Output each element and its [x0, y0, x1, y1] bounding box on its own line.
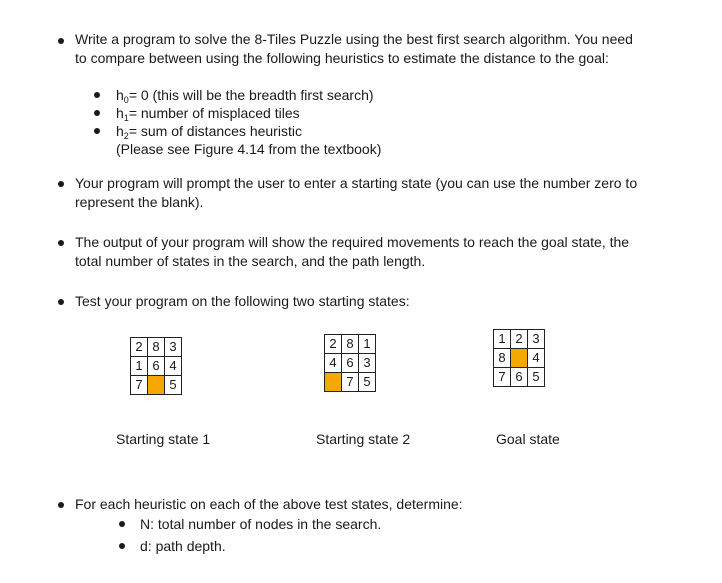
- output-line-1: The output of your program will show the required movements to reach the goal state, the: [75, 234, 630, 250]
- puzzle-cell: 4: [165, 357, 182, 376]
- puzzle-blank-cell: [148, 376, 165, 395]
- heuristic-symbol: h: [116, 123, 124, 139]
- heuristic-subscript: 0: [123, 95, 129, 105]
- puzzle-cell: 7: [494, 368, 511, 387]
- puzzle-cell: 8: [494, 349, 511, 368]
- puzzle-cell: 3: [359, 354, 376, 373]
- heuristics-note: (Please see Figure 4.14 from the textbook): [116, 141, 382, 157]
- final-line-1: For each heuristic on each of the above test states, determine:: [75, 496, 463, 512]
- puzzle-cell: 3: [528, 330, 545, 349]
- puzzle-cell: 3: [165, 338, 182, 357]
- puzzle-cell: 2: [325, 335, 342, 354]
- puzzle-cell: 2: [131, 338, 148, 357]
- final-item-d: d: path depth.: [140, 538, 226, 554]
- prompt-line-2: represent the blank).: [75, 194, 204, 210]
- bullet-icon: [58, 181, 64, 187]
- puzzle-cell: 1: [494, 330, 511, 349]
- heuristic-symbol: h: [116, 87, 124, 103]
- puzzle-cell: 8: [342, 335, 359, 354]
- heuristic-h2: [116, 122, 302, 142]
- puzzle-cell: 6: [148, 357, 165, 376]
- caption-goal: Goal state: [496, 431, 560, 447]
- bullet-icon: [94, 92, 100, 98]
- puzzle-cell: 6: [511, 368, 528, 387]
- prompt-line-1: Your program will prompt the user to enter a starting state (you can use the number zero to: [75, 175, 638, 191]
- intro-line-1: Write a program to solve the 8-Tiles Puzzle using the best first search algorithm. You need: [75, 31, 633, 47]
- puzzle-cell: 5: [165, 376, 182, 395]
- intro-line-2: to compare between using the following heuristics to estimate the distance to the goal:: [75, 50, 609, 66]
- puzzle-cell: 7: [131, 376, 148, 395]
- puzzle-cell: 2: [511, 330, 528, 349]
- bullet-icon: [119, 521, 125, 527]
- heuristic-symbol: h: [116, 105, 124, 121]
- bullet-icon: [119, 543, 125, 549]
- puzzle-cell: 4: [528, 349, 545, 368]
- caption-start-2: Starting state 2: [316, 431, 411, 447]
- bullet-icon: [94, 110, 100, 116]
- bullet-icon: [58, 38, 64, 44]
- puzzle-cell: 5: [359, 373, 376, 392]
- heuristic-subscript: 1: [123, 113, 129, 123]
- puzzle-cell: 4: [325, 354, 342, 373]
- heuristic-h0: [116, 86, 374, 106]
- bullet-icon: [94, 128, 100, 134]
- puzzle-start-2: [324, 334, 376, 392]
- puzzle-cell: 8: [148, 338, 165, 357]
- puzzle-blank-cell: [511, 349, 528, 368]
- final-item-n: N: total number of nodes in the search.: [140, 516, 382, 532]
- bullet-icon: [58, 502, 64, 508]
- puzzle-start-1: [130, 337, 182, 395]
- puzzle-blank-cell: [325, 373, 342, 392]
- puzzle-goal: [493, 329, 545, 387]
- heuristic-text: = 0 (this will be the breadth first search): [128, 87, 374, 103]
- puzzle-cell: 7: [342, 373, 359, 392]
- puzzle-cell: 1: [131, 357, 148, 376]
- heuristic-text: = sum of distances heuristic: [128, 123, 302, 139]
- puzzle-cell: 1: [359, 335, 376, 354]
- caption-start-1: Starting state 1: [116, 431, 211, 447]
- output-line-2: total number of states in the search, and the path length.: [75, 253, 426, 269]
- bullet-icon: [58, 299, 64, 305]
- bullet-icon: [58, 240, 64, 246]
- puzzle-cell: 6: [342, 354, 359, 373]
- puzzle-cell: 5: [528, 368, 545, 387]
- heuristic-h1: [116, 104, 300, 124]
- test-line-1: Test your program on the following two starting states:: [75, 293, 410, 309]
- heuristic-subscript: 2: [123, 131, 129, 141]
- heuristic-text: = number of misplaced tiles: [128, 105, 300, 121]
